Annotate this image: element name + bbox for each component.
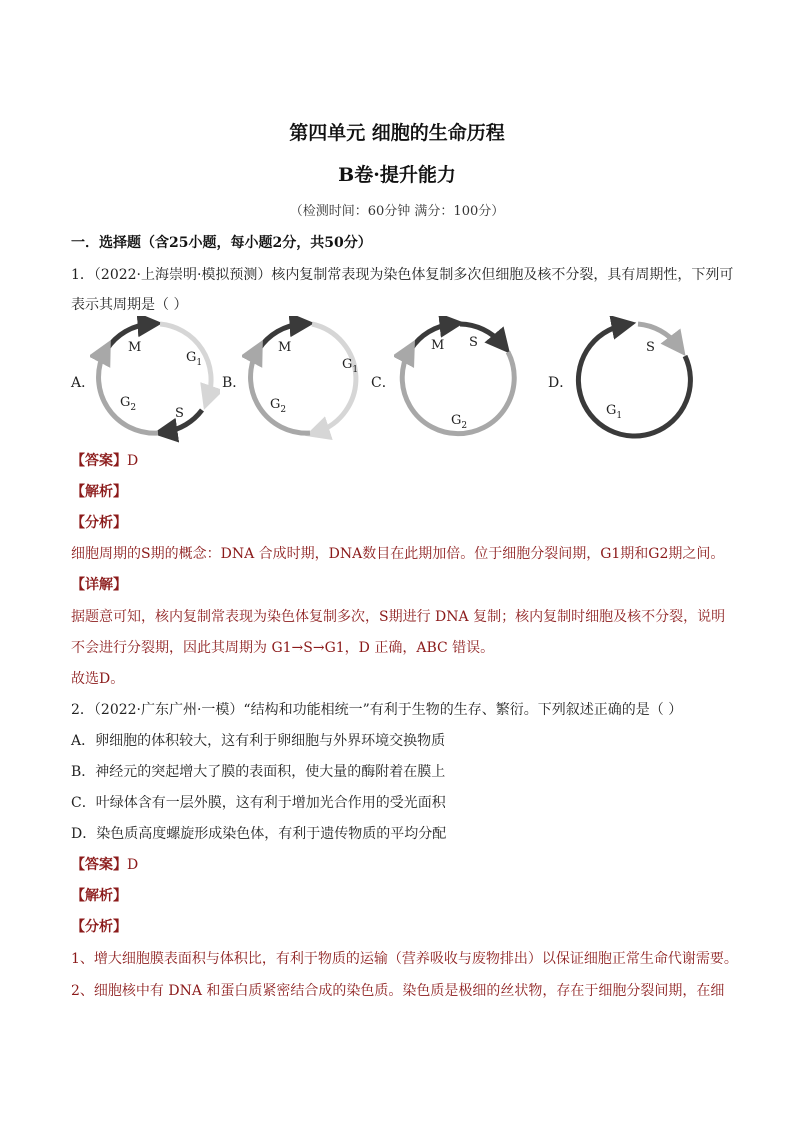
arc-g2 [99, 351, 158, 433]
svg-text:M: M [128, 340, 142, 355]
q2-option-a: A．卵细胞的体积较大，这有利于卵细胞与外界环境交换物质 [71, 733, 446, 749]
q1-option-c-label: C． [371, 375, 396, 391]
q2-option-d: D．染色质高度螺旋形成染色体，有利于遗传物质的平均分配 [71, 826, 447, 842]
cycle-diagram-c [394, 316, 524, 446]
q2-option-c: C．叶绿体含有一层外膜，这有利于增加光合作用的受光面积 [71, 795, 446, 811]
section-title: 一．选择题（含25小题，每小题2分，共50分） [71, 235, 372, 251]
svg-text:G1: $G_1$ [606, 403, 623, 421]
cycle-diagram-b [242, 316, 372, 446]
svg-text:S: S [175, 406, 184, 421]
q1-detail-tag: 【详解】 [71, 577, 127, 593]
q1-fenxi-tag: 【分析】 [71, 515, 127, 531]
q2-option-b: B．神经元的突起增大了膜的表面积，使大量的酶附着在膜上 [71, 764, 446, 780]
q2-fenxi-tag: 【分析】 [71, 919, 127, 935]
q1-stem-line2: 表示其周期是（ ） [71, 297, 188, 313]
q1-answer: 【答案】D [71, 453, 139, 469]
q1-option-a-label: A． [71, 375, 96, 391]
svg-text:G1: $G_1$ [342, 357, 359, 375]
svg-text:M: M [278, 340, 292, 355]
q1-analysis-tag: 【解析】 [71, 484, 127, 500]
svg-text:S: S [469, 335, 478, 350]
q1-option-d-label: D． [548, 375, 574, 391]
cycle-diagram-d [568, 316, 698, 446]
q1-stem-line1: 1．（2022·上海崇明·模拟预测）核内复制常表现为染色体复制多次但细胞及核不分裂，具有周期性，下列可 [71, 267, 734, 283]
svg-text:G2: $G_2$ [451, 413, 468, 431]
q2-analysis-tag: 【解析】 [71, 888, 127, 904]
q2-point-1: 1、增大细胞膜表面积与体积比，有利于物质的运输（营养吸收与废物排出）以保证细胞正常生命代谢需要。 [71, 951, 738, 967]
svg-text:S: S [646, 340, 655, 355]
q2-point-2: 2、细胞核中有 DNA 和蛋白质紧密结合成的染色质。染色质是极细的丝状物，存在于细胞分裂间期，在细 [71, 983, 725, 999]
q2-stem: 2．（2022·广东广州·一模）“结构和功能相统一”有利于生物的生存、繁衍。下列叙述正确的是（ ） [71, 702, 683, 718]
svg-text:G2: $G_2$ [120, 395, 137, 413]
svg-text:G2: $G_2$ [270, 397, 287, 415]
arc-g1 [312, 324, 359, 432]
arc-s [638, 324, 678, 346]
q1-detail-line2: 不会进行分裂期，因此其周期为 G1→S→G1，D 正确，ABC 错误。 [71, 640, 495, 656]
arc-g2 [251, 351, 310, 433]
paper-subtitle: B卷·提升能力 [338, 164, 456, 186]
q1-conclusion: 故选D。 [71, 671, 125, 687]
q2-answer: 【答案】D [71, 857, 139, 873]
q1-detail-line1: 据题意可知，核内复制常表现为染色体复制多次，S期进行 DNA 复制；核内复制时细胞及核不分裂，说明 [71, 609, 726, 625]
arc-s [460, 324, 502, 344]
q1-fenxi-text: 细胞周期的S期的概念：DNA 合成时期，DNA数目在此期加倍。位于细胞分裂间期，G1期和G2期之间。 [71, 546, 725, 562]
unit-title: 第四单元 细胞的生命历程 [289, 122, 505, 144]
q1-option-b-label: B． [222, 375, 247, 391]
svg-text:G1: $G_1$ [186, 350, 203, 368]
svg-text:M: M [431, 338, 445, 353]
exam-info: （检测时间：60分钟 满分：100分） [289, 204, 505, 219]
cycle-diagram-a [90, 316, 220, 446]
